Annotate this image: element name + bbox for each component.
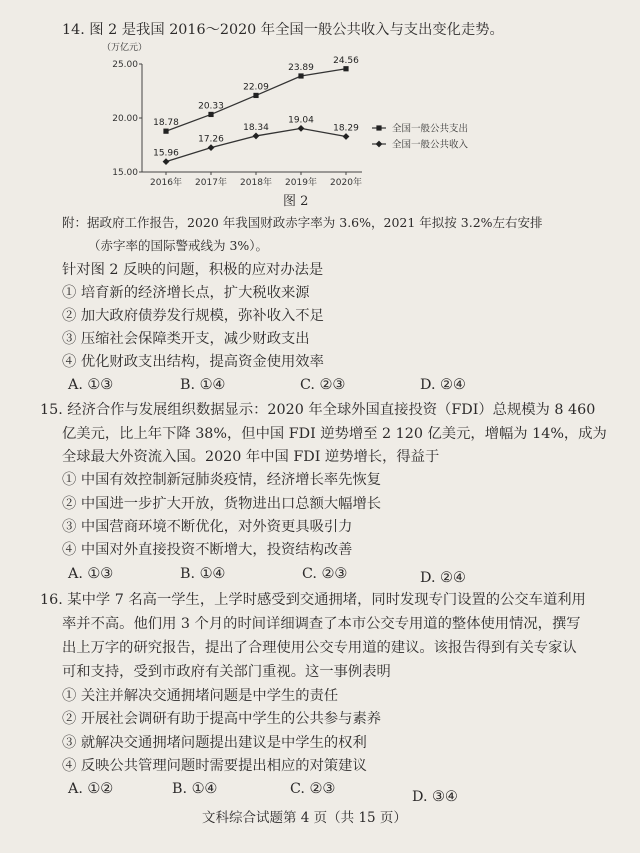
legend-label: 全国一般公共支出 [392,123,469,135]
q16-option-a: A. ①② [68,781,114,797]
y-tick-label: 20.00 [112,114,138,124]
q14-stem: 14. 图 2 是我国 2016～2020 年全国一般公共收入与支出变化走势。 [62,22,504,38]
q14-item-2: ② 加大政府债券发行规模，弥补收入不足 [62,308,324,324]
q15-stem-line1: 15. 经济合作与发展组织数据显示：2020 年全球外国直接投资（FDI）总规模为 8 460 [40,402,596,418]
x-tick-label: 2020年 [330,178,362,188]
q16-stem-line4: 可和支持，受到市政府有关部门重视。这一事例表明 [62,664,391,680]
income-point [298,125,305,132]
legend-square-marker [376,125,381,130]
income-point [163,158,170,165]
q15-option-b: B. ①④ [180,566,226,582]
data-label: 19.04 [288,115,314,126]
income-point [343,133,350,140]
q14-question: 针对图 2 反映的问题，积极的应对办法是 [62,262,324,278]
q16-item-2: ② 开展社会调研有助于提高中学生的公共参与素养 [62,711,382,727]
data-label: 15.96 [153,148,179,159]
page-footer: 文科综合试题第 4 页（共 15 页） [202,810,407,826]
legend-label: 全国一般公共收入 [392,139,469,151]
q14-option-c: C. ②③ [300,377,346,393]
data-label: 20.33 [198,101,224,112]
q15-item-4: ④ 中国对外直接投资不断增大，投资结构改善 [62,542,353,558]
y-tick-label: 15.00 [112,168,138,178]
q14-option-b: B. ①④ [180,377,226,393]
q16-option-c: C. ②③ [290,781,336,797]
data-label: 18.78 [153,118,179,129]
q16-stem-line1: 16. 某中学 7 名高一学生，上学时感受到交通拥堵，同时发现专门设置的公交车道利用 [40,592,586,608]
q16-item-1: ① 关注并解决交通拥堵问题是中学生的责任 [62,688,339,704]
q16-option-b: B. ①④ [172,781,218,797]
q14-note-line2: （赤字率的国际警戒线为 3%）。 [88,238,269,253]
x-tick-label: 2017年 [195,178,227,188]
q14-item-4: ④ 优化财政支出结构，提高资金使用效率 [62,354,324,370]
data-label: 22.09 [243,82,269,93]
q16-option-d: D. ③④ [412,789,458,805]
q14-item-1: ① 培育新的经济增长点，扩大税收来源 [62,285,310,301]
x-tick-label: 2016年 [150,178,182,188]
data-label: 23.89 [288,62,314,73]
data-label: 18.29 [333,123,359,134]
expenditure-point [163,129,168,134]
data-label: 18.34 [243,122,269,133]
data-label: 24.56 [333,55,359,66]
q14-option-a: A. ①③ [68,377,114,393]
q15-option-c: C. ②③ [302,566,348,582]
q16-stem-line3: 出上万字的研究报告，提出了合理使用公交专用道的建议。该报告得到有关专家认 [62,640,577,656]
expenditure-point [253,93,258,98]
expenditure-point [208,112,213,117]
q15-item-2: ② 中国进一步扩大开放，货物进出口总额大幅增长 [62,496,382,512]
y-tick-label: 25.00 [112,60,138,70]
q14-note-line1: 附：据政府工作报告，2020 年我国财政赤字率为 3.6%，2021 年拟按 3.2%左右安排 [62,215,543,230]
q16-stem-line2: 率并不高。他们用 3 个月的时间详细调查了本市公交专用道的整体使用情况，撰写 [62,616,581,632]
income-expenditure-chart [80,38,500,198]
expenditure-point [343,66,348,71]
q15-stem-line2: 亿美元，比上年下降 38%，但中国 FDI 逆势增至 2 120 亿美元，增幅为 14%，成为 [62,426,607,442]
q16-item-3: ③ 就解决交通拥堵问题提出建议是中学生的权利 [62,735,367,751]
income-point [208,144,215,151]
legend-diamond-marker [376,141,383,148]
expenditure-point [298,73,303,78]
q15-option-a: A. ①③ [68,566,114,582]
q15-item-3: ③ 中国营商环境不断优化，对外资更具吸引力 [62,519,353,535]
q14-option-d: D. ②④ [420,377,466,393]
q15-stem-line3: 全球最大外资流入国。2020 年中国 FDI 逆势增长，得益于 [62,449,440,465]
q15-item-1: ① 中国有效控制新冠肺炎疫情，经济增长率先恢复 [62,472,382,488]
x-tick-label: 2018年 [240,178,272,188]
chart-ylabel: （万亿元） [102,43,148,53]
q14-item-3: ③ 压缩社会保障类开支，减少财政支出 [62,331,310,347]
figure-caption: 图 2 [283,194,309,209]
income-point [253,133,260,140]
x-tick-label: 2019年 [285,178,317,188]
q15-option-d: D. ②④ [420,570,466,586]
data-label: 17.26 [198,134,224,145]
series-line-expenditure [166,69,346,131]
q16-item-4: ④ 反映公共管理问题时需要提出相应的对策建议 [62,758,367,774]
